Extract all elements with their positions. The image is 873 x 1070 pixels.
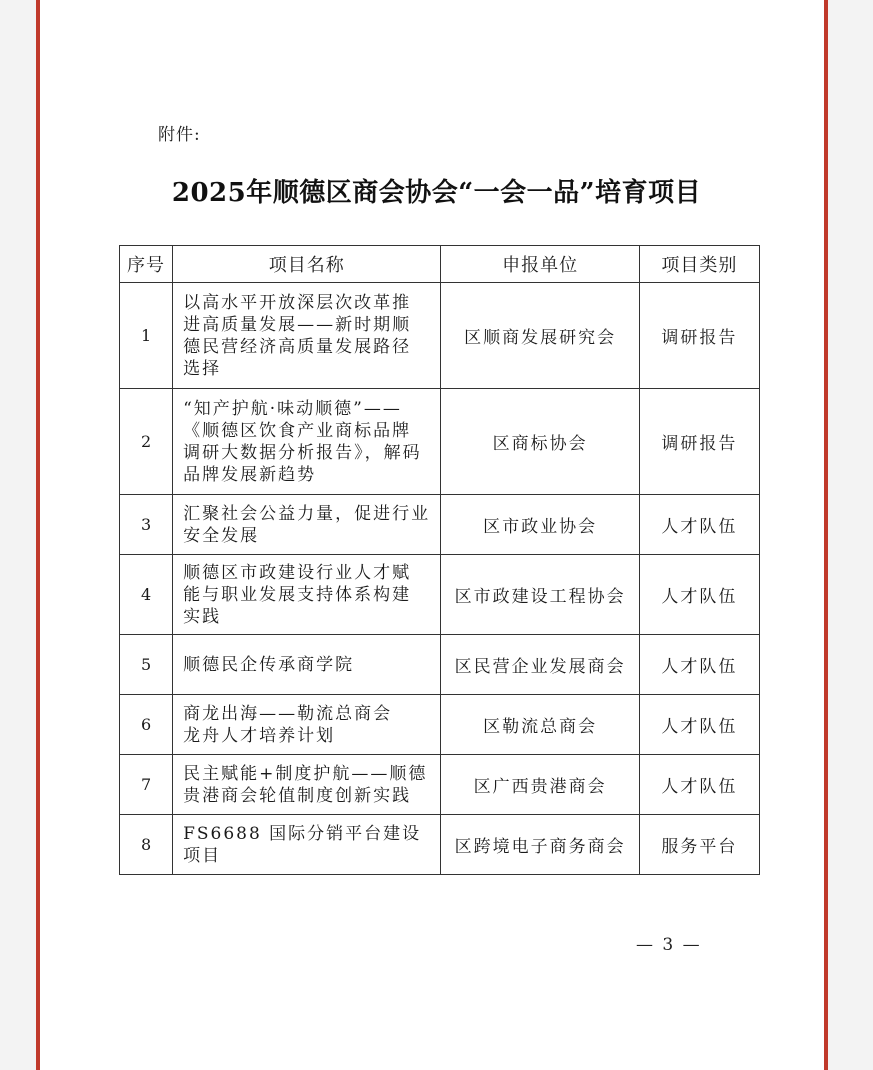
- row-number: 3: [120, 495, 173, 555]
- project-category: 人才队伍: [639, 695, 759, 755]
- applicant-unit: 区民营企业发展商会: [441, 635, 639, 695]
- project-category: 调研报告: [639, 283, 759, 389]
- header-no: 序号: [120, 246, 173, 283]
- project-category: 人才队伍: [639, 555, 759, 635]
- table-row: [120, 815, 760, 875]
- applicant-unit: 区市政业协会: [441, 495, 639, 555]
- project-table: [119, 245, 760, 875]
- project-category: 人才队伍: [639, 755, 759, 815]
- header-type: 项目类别: [639, 246, 759, 283]
- project-name: 顺德区市政建设行业人才赋 能与职业发展支持体系构建 实践: [173, 555, 441, 635]
- project-name: 民主赋能+制度护航——顺德 贵港商会轮值制度创新实践: [173, 755, 441, 815]
- project-category: 人才队伍: [639, 635, 759, 695]
- applicant-unit: 区跨境电子商务商会: [441, 815, 639, 875]
- header-name: 项目名称: [173, 246, 441, 283]
- row-number: 7: [120, 755, 173, 815]
- table-header-row: [120, 246, 760, 283]
- applicant-unit: 区顺商发展研究会: [441, 283, 639, 389]
- document-title: 2025年顺德区商会协会“一会一品”培育项目: [171, 178, 702, 208]
- applicant-unit: 区市政建设工程协会: [441, 555, 639, 635]
- project-name: 顺德民企传承商学院: [173, 635, 441, 695]
- project-name: FS6688 国际分销平台建设 项目: [173, 815, 441, 875]
- table-row: [120, 555, 760, 635]
- header-unit: 申报单位: [441, 246, 639, 283]
- applicant-unit: 区广西贵港商会: [441, 755, 639, 815]
- row-number: 4: [120, 555, 173, 635]
- project-name: “知产护航·味动顺德”—— 《顺德区饮食产业商标品牌 调研大数据分析报告》，解码 品牌发展新趋势: [173, 389, 441, 495]
- attachment-label: 附件:: [158, 125, 201, 145]
- project-category: 人才队伍: [639, 495, 759, 555]
- applicant-unit: 区商标协会: [441, 389, 639, 495]
- row-number: 1: [120, 283, 173, 389]
- row-number: 2: [120, 389, 173, 495]
- table-row: [120, 695, 760, 755]
- table-row: [120, 755, 760, 815]
- table-row: [120, 495, 760, 555]
- table-row: [120, 283, 760, 389]
- project-category: 调研报告: [639, 389, 759, 495]
- applicant-unit: 区勒流总商会: [441, 695, 639, 755]
- project-name: 以高水平开放深层次改革推 进高质量发展——新时期顺 德民营经济高质量发展路径 选择: [173, 283, 441, 389]
- row-number: 8: [120, 815, 173, 875]
- table-row: [120, 635, 760, 695]
- project-name: 商龙出海——勒流总商会 龙舟人才培养计划: [173, 695, 441, 755]
- table-row: [120, 389, 760, 495]
- row-number: 6: [120, 695, 173, 755]
- page-number: — 3 —: [636, 935, 702, 955]
- row-number: 5: [120, 635, 173, 695]
- project-name: 汇聚社会公益力量，促进行业 安全发展: [173, 495, 441, 555]
- project-category: 服务平台: [639, 815, 759, 875]
